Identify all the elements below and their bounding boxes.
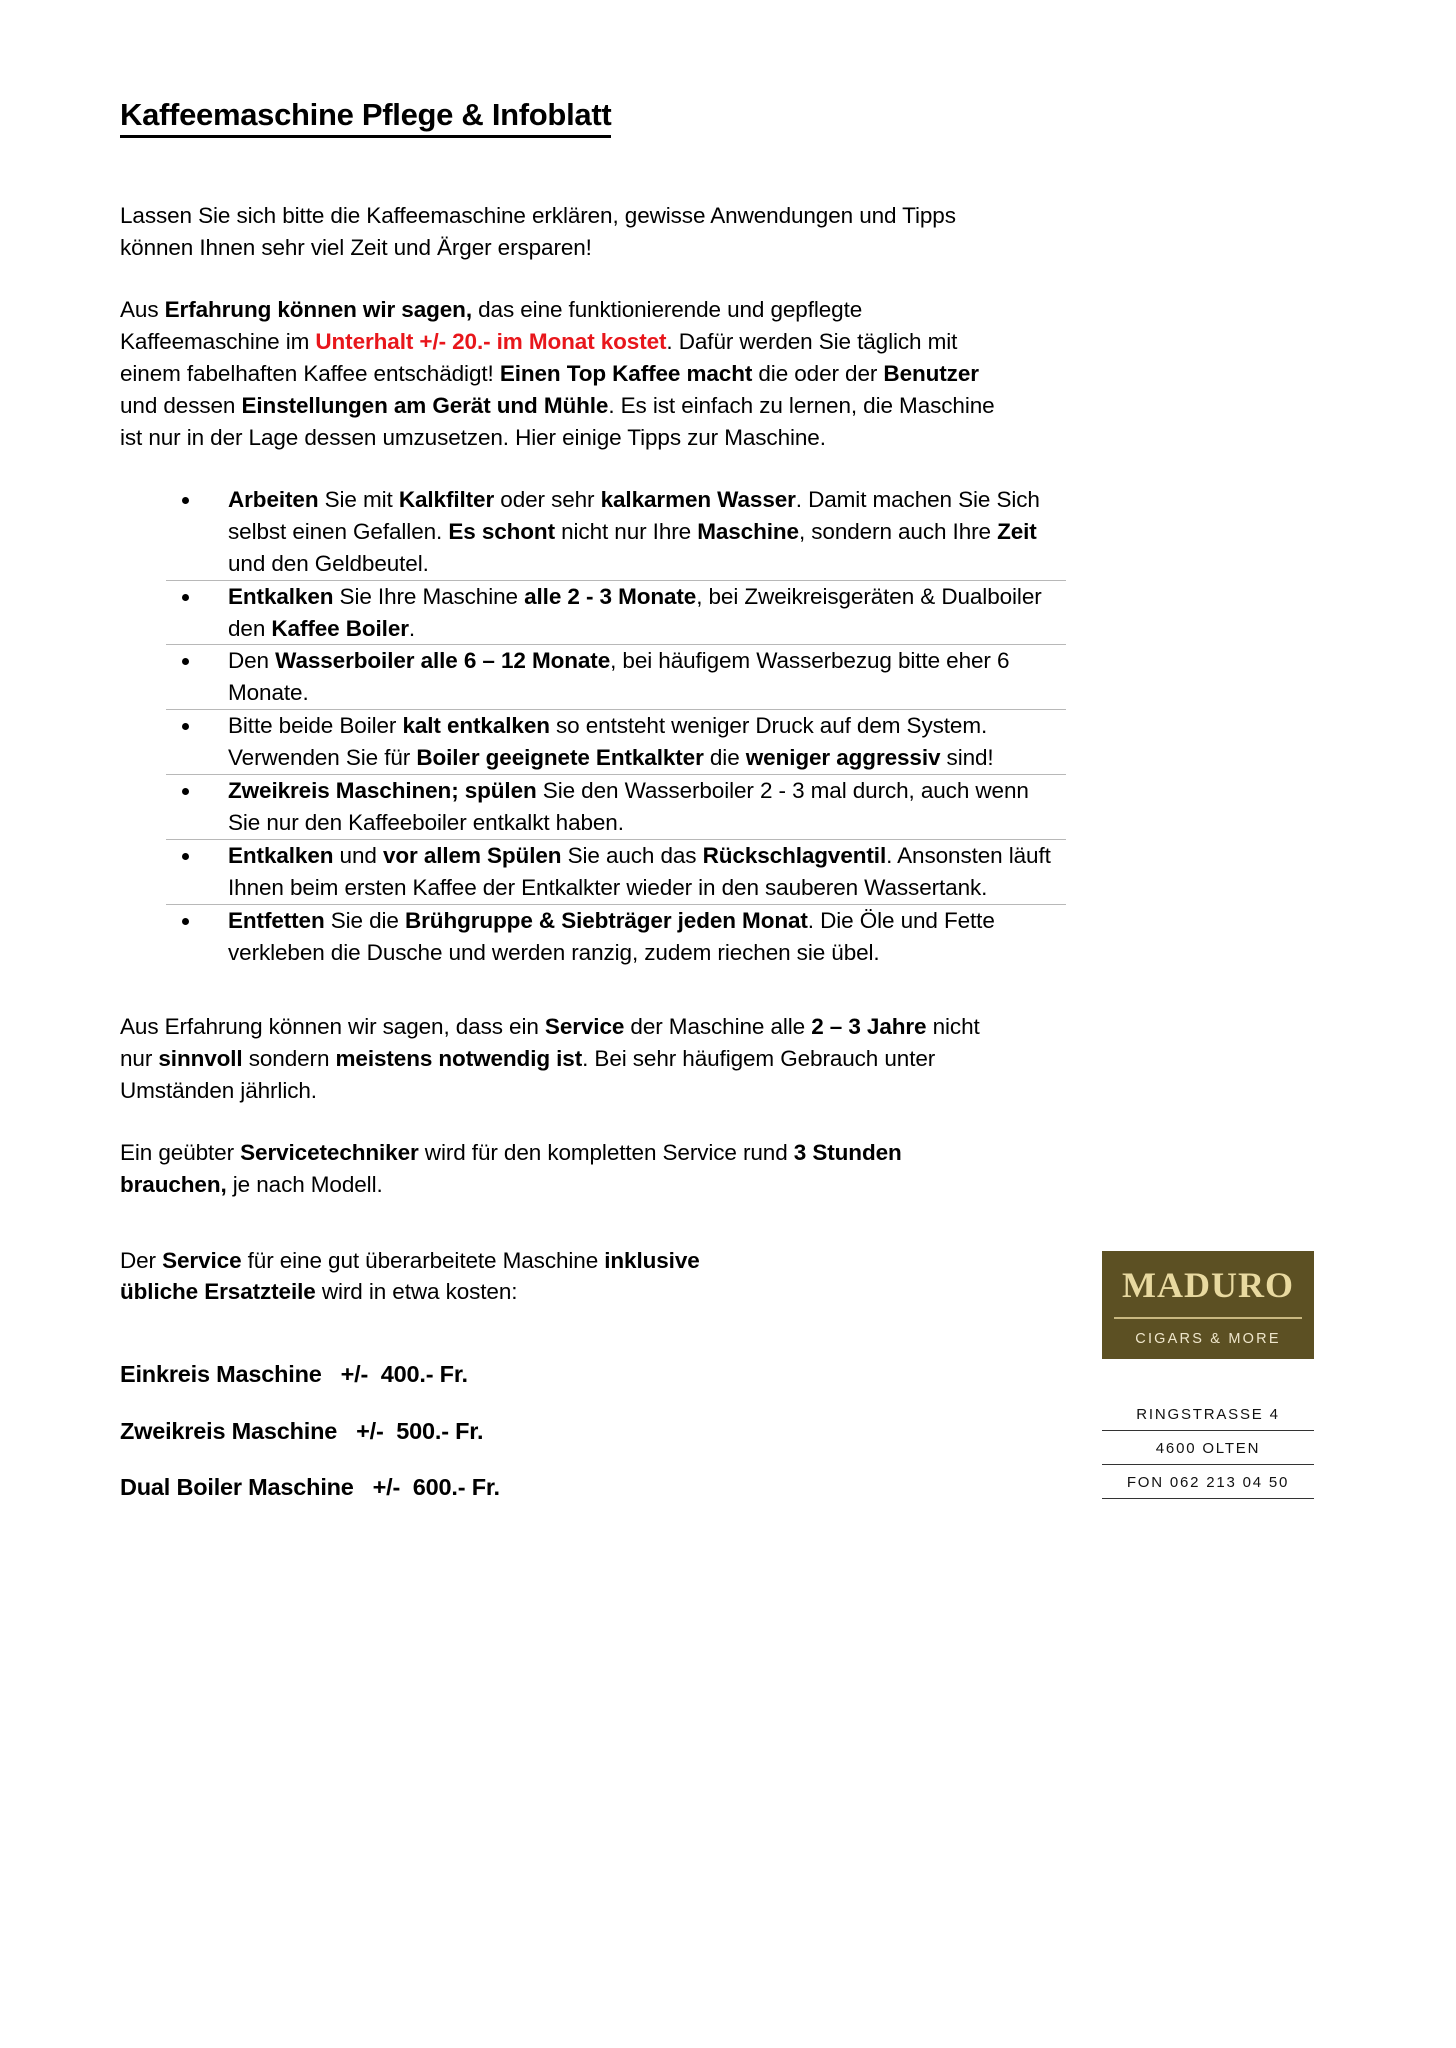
- closing-p2-seg-3: 3 Stunden brauchen,: [120, 1139, 902, 1197]
- closing-p2-seg-4: je nach Modell.: [226, 1171, 383, 1197]
- closing-p1-seg-0: Aus Erfahrung können wir sagen, dass ein: [120, 1013, 545, 1039]
- intro-p2-text-4: die oder der: [752, 360, 884, 386]
- address-block: [1102, 1397, 1314, 1499]
- address-line: RINGSTRASSE 4: [1102, 1397, 1314, 1431]
- tip-item: [166, 645, 1066, 710]
- closing-paragraph-3: [120, 1245, 780, 1309]
- closing-paragraph-2: [120, 1137, 1000, 1201]
- tip-5-seg-4: Rückschlagventil: [702, 843, 887, 869]
- tip-2-seg-0: Den: [228, 648, 276, 674]
- tip-5-seg-2: vor allem Spülen: [382, 843, 562, 869]
- price-list: [120, 1360, 780, 1501]
- tip-3-seg-5: weniger aggressiv: [745, 745, 941, 771]
- bullet-icon: [182, 594, 189, 601]
- tip-5-seg-0: Entkalken: [228, 843, 334, 869]
- tip-0-seg-9: , sondern auch Ihre: [798, 518, 998, 544]
- closing-p1-seg-5: sinnvoll: [158, 1045, 243, 1071]
- closing-p2-seg-2: wird für den kompletten Service rund: [418, 1139, 794, 1165]
- intro-paragraph-2: [120, 294, 1000, 454]
- closing-p1-seg-1: Service: [544, 1013, 625, 1039]
- tip-0-seg-11: und den Geldbeutel.: [228, 550, 429, 576]
- service-cost-block: [120, 1245, 780, 1501]
- page-title: Kaffeemaschine Pflege & Infoblatt: [120, 96, 611, 138]
- tip-6-seg-3: . Die Öle und Fette verkleben die Dusche und werden ranzig, zudem riechen sie übel.: [228, 907, 995, 965]
- tip-0-seg-8: Maschine: [697, 518, 799, 544]
- tip-0-seg-10: Zeit: [997, 518, 1037, 544]
- bottom-zone: [120, 1245, 1336, 1545]
- tip-5-seg-5: . Ansonsten läuft Ihnen beim ersten Kaffee der Entkalkter wieder in den sauberen Wassertank.: [228, 843, 1051, 900]
- tip-0-seg-7: nicht nur Ihre: [554, 518, 698, 544]
- bullet-icon: [182, 853, 189, 860]
- tip-3-seg-0: Bitte beide Boiler: [228, 713, 403, 739]
- intro-paragraph-1: Lassen Sie sich bitte die Kaffeemaschine erklären, gewisse Anwendungen und Tipps können Ihnen sehr viel Zeit und Ärger ersparen!: [120, 203, 956, 261]
- closing-p3-seg-0: Der: [120, 1247, 163, 1273]
- brand-block: [1102, 1251, 1314, 1499]
- tip-1-seg-3: , bei Zweikreisgeräten & Dualboiler den: [228, 583, 1042, 641]
- tip-0-seg-6: Es schont: [448, 518, 555, 544]
- closing-section: [120, 1011, 1336, 1201]
- closing-p1-seg-4: nicht nur: [120, 1013, 980, 1071]
- closing-p3-seg-4: wird in etwa kosten:: [315, 1279, 518, 1305]
- intro-p2-text-2: das eine funktionierende und gepflegte Kaffeemaschine im: [120, 297, 863, 354]
- maduro-logo: [1102, 1251, 1314, 1359]
- bullet-icon: [182, 918, 189, 925]
- intro-p2-highlight-cost: Unterhalt +/- 20.- im Monat kostet: [315, 329, 667, 354]
- bullet-icon: [182, 788, 189, 795]
- price-row: Einkreis Maschine +/- 400.- Fr.: [120, 1361, 468, 1388]
- tips-list: [120, 484, 1066, 969]
- tip-3-seg-4: die: [703, 745, 746, 771]
- tip-3-seg-3: Boiler geeignete Entkalkter: [416, 745, 704, 771]
- tip-1-seg-2: alle 2 - 3 Monate: [524, 583, 697, 609]
- tip-0-seg-5: . Damit machen Sie Sich selbst einen Gefallen.: [228, 486, 1040, 544]
- intro-p2-bold-2: Einen Top Kaffee macht: [499, 360, 753, 386]
- closing-p1-seg-6: sondern: [242, 1045, 336, 1071]
- intro-p2-text-6: . Es ist einfach zu lernen, die Maschine ist nur in der Lage dessen umzusetzen. Hier einige Tipps zur Maschine.: [120, 392, 995, 450]
- closing-p1-seg-8: . Bei sehr häufigem Gebrauch unter Umständen jährlich.: [120, 1045, 936, 1103]
- tip-1-seg-5: .: [408, 615, 416, 641]
- tip-item: [166, 581, 1066, 646]
- closing-p1-seg-2: der Maschine alle: [624, 1013, 812, 1039]
- tip-item: [166, 775, 1066, 840]
- closing-p2-seg-0: Ein geübter: [120, 1139, 241, 1165]
- tip-item: [166, 484, 1066, 581]
- tip-0-seg-3: oder sehr: [494, 486, 601, 512]
- tip-1-seg-0: Entkalken: [228, 583, 334, 609]
- tip-3-seg-1: kalt entkalken: [402, 713, 550, 739]
- bullet-icon: [182, 497, 189, 504]
- intro-p2-bold-1: Erfahrung können wir sagen,: [164, 297, 472, 323]
- address-line: 4600 OLTEN: [1102, 1431, 1314, 1465]
- intro-p2-text-1: Aus: [120, 297, 165, 323]
- intro-p2-text-3: . Dafür werden Sie täglich mit einem fabelhaften Kaffee entschädigt!: [120, 329, 958, 386]
- tip-item: [166, 905, 1066, 969]
- price-row: Dual Boiler Maschine +/- 600.- Fr.: [120, 1473, 500, 1500]
- closing-p3-seg-1: Service: [162, 1247, 242, 1273]
- tip-0-seg-1: Sie mit: [318, 486, 399, 512]
- bullet-icon: [182, 723, 189, 730]
- tip-3-seg-2: so entsteht weniger Druck auf dem System. Verwenden Sie für: [228, 713, 988, 771]
- tip-0-seg-0: Arbeiten: [228, 486, 319, 512]
- address-line: FON 062 213 04 50: [1102, 1465, 1314, 1499]
- tip-6-seg-1: Sie die: [324, 907, 405, 933]
- closing-p1-seg-7: meistens notwendig ist: [335, 1045, 583, 1071]
- logo-tagline: CIGARS & MORE: [1135, 1330, 1281, 1347]
- tip-4-seg-1: Sie den Wasserboiler 2 - 3 mal durch, auch wenn Sie nur den Kaffeeboiler entkalkt haben.: [228, 778, 1029, 836]
- price-row: Zweikreis Maschine +/- 500.- Fr.: [120, 1417, 484, 1444]
- tip-6-seg-2: Brühgruppe & Siebträger jeden Monat: [405, 907, 808, 933]
- intro-p2-bold-3: Benutzer: [883, 360, 979, 386]
- tip-0-seg-2: Kalkfilter: [398, 486, 495, 512]
- tip-4-seg-0: Zweikreis Maschinen; spülen: [228, 778, 537, 804]
- tip-item: [166, 840, 1066, 905]
- tip-2-seg-1: Wasserboiler alle 6 – 12 Monate: [275, 648, 611, 674]
- tip-item: [166, 710, 1066, 775]
- tip-1-seg-4: Kaffee Boiler: [271, 615, 409, 641]
- intro-p2-bold-4: Einstellungen am Gerät und Mühle: [241, 392, 609, 418]
- closing-p1-seg-3: 2 – 3 Jahre: [811, 1013, 927, 1039]
- intro-p2-text-5: und dessen: [120, 392, 242, 418]
- logo-divider: [1114, 1317, 1302, 1319]
- tip-2-seg-2: , bei häufigem Wasserbezug bitte eher 6 Monate.: [228, 648, 1010, 706]
- tip-5-seg-1: und: [333, 843, 383, 869]
- tip-6-seg-0: Entfetten: [228, 907, 325, 933]
- bullet-icon: [182, 658, 189, 665]
- closing-p3-seg-2: für eine gut überarbeitete Maschine: [241, 1247, 605, 1273]
- tip-3-seg-6: sind!: [940, 745, 994, 771]
- tip-5-seg-3: Sie auch das: [561, 843, 703, 869]
- tip-1-seg-1: Sie Ihre Maschine: [333, 583, 525, 609]
- closing-p2-seg-1: Servicetechniker: [240, 1139, 419, 1165]
- logo-wordmark: MADURO: [1122, 1264, 1294, 1305]
- closing-paragraph-1: [120, 1011, 1000, 1107]
- tip-0-seg-4: kalkarmen Wasser: [600, 486, 796, 512]
- closing-p3-seg-3: inklusive übliche Ersatzteile: [120, 1247, 700, 1305]
